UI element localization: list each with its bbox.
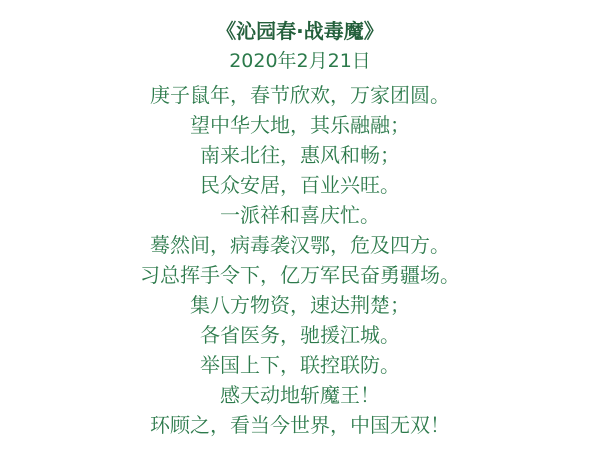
poem-line: 民众安居，百业兴旺。 <box>200 173 400 197</box>
poem-line: 集八方物资，速达荆楚； <box>190 293 410 317</box>
poem-line: 各省医务，驰援江城。 <box>200 323 400 347</box>
poem-line: 一派祥和喜庆忙。 <box>220 203 380 227</box>
poem-line: 南来北往，惠风和畅； <box>200 143 400 167</box>
poem-line: 庚子鼠年，春节欣欢，万家团圆。 <box>150 83 450 107</box>
poem-title: 《沁园春·战毒魔》 <box>216 19 384 43</box>
poem-body <box>0 80 600 440</box>
poem-line: 望中华大地，其乐融融； <box>190 113 410 137</box>
poem-line: 举国上下，联控联防。 <box>200 353 400 377</box>
poem-line: 环顾之，看当今世界，中国无双！ <box>150 413 450 437</box>
poem-line: 蓦然间，病毒袭汉鄂，危及四方。 <box>150 233 450 257</box>
poem-line: 感天动地斩魔王！ <box>220 383 380 407</box>
poem-line: 习总挥手令下，亿万军民奋勇疆场。 <box>140 263 460 287</box>
poem-date: 2020年2月21日 <box>229 50 371 72</box>
